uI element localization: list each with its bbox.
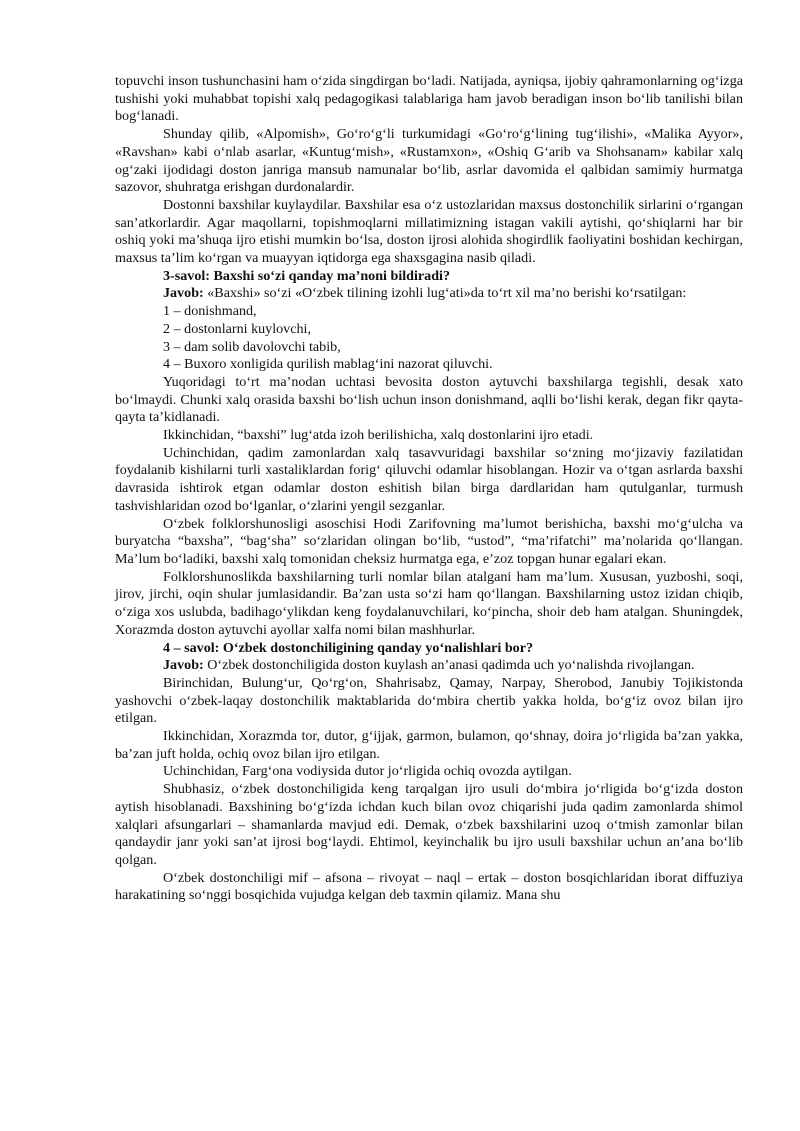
- question-heading: [115, 640, 743, 658]
- paragraph: Shunday qilib, «Alpomish», Go‘ro‘g‘li turkumidagi «Go‘ro‘g‘lining tug‘ilishi», «Malika Ayyor», «Ravshan» kabi o‘nlab asarlar, «Kuntug‘mish», «Rustamxon», «Oshiq G‘arib va Shohsanam» kabilar xalq og‘zaki ijodidagi doston janriga mansub namunalar bo‘lib, asrlar davomida el qalbidan samimiy hurmatga sazovor, shuhratga erishgan durdonalardir.: [115, 126, 743, 196]
- paragraph: Shubhasiz, o‘zbek dostonchiligida keng tarqalgan ijro usuli do‘mbira jo‘rligida bo‘g‘izda doston aytish hisoblanadi. Baxshining bo‘g‘izda ichdan kuch bilan ovoz chiqarishi juda qadim zamonlarda shimol xalqlari afsungarlari – shamanlarda mavjud edi. Demak, o‘zbek baxshilarini uzoq o‘tmish zamonlar bilan qandaydir janr yoki san’at ijrosi bog‘laydi. Ehtimol, keyinchalik bu ijro usuli baxshilar uchun an’ana bo‘lib qolgan.: [115, 781, 743, 868]
- answer-label: Javob:: [163, 285, 204, 302]
- paragraph: Birinchidan, Bulung‘ur, Qo‘rg‘on, Shahrisabz, Qamay, Narpay, Sherobod, Janubiy Tojikistonda yashovchi o‘zbek-laqay dostonchilik maktablarida do‘mbira chertib yakka holda, bo‘g‘iz ovoz bilan ijro etilgan.: [115, 674, 743, 727]
- question-heading: [115, 268, 743, 286]
- paragraph: Ikkinchidan, Xorazmda tor, dutor, g‘ijjak, garmon, bulamon, qo‘shnay, doira jo‘rligida ba’zan yakka, ba’zan juft holda, ochiq ovoz bilan ijro etilgan.: [115, 728, 743, 762]
- paragraph: Yuqoridagi to‘rt ma’nodan uchtasi bevosita doston aytuvchi baxshilarga tegishli, desak xato bo‘lmaydi. Chunki xalq orasida baxshi bo‘lish uchun inson donishmand, aqlli bo‘lishi kerak, degan fikr qayta-qayta ta’kidlanadi.: [115, 373, 743, 426]
- document-page: [115, 73, 743, 905]
- paragraph: Ikkinchidan, “baxshi” lug‘atda izoh berilishicha, xalq dostonlarini ijro etadi.: [163, 427, 594, 444]
- list-item: 2 – dostonlarni kuylovchi,: [163, 320, 311, 337]
- answer-text: O‘zbek dostonchiligida doston kuylash an’anasi qadimda uch yo‘nalishda rivojlangan.: [203, 657, 695, 674]
- answer-text: «Baxshi» so‘zi «O‘zbek tilining izohli lug‘ati»da to‘rt xil ma’no berishi ko‘rsatilgan:: [203, 285, 687, 302]
- paragraph: O‘zbek folklorshunosligi asoschisi Hodi Zarifovning ma’lumot berishicha, baxshi mo‘g‘ulcha va buryatcha “baxsha”, “bag‘sha” so‘zlaridan olingan bo‘lib, “ustod”, “ma’rifatchi” ma’nolarida qo‘llangan. Ma’lum bo‘ladiki, baxshi xalq tomonidan cheksiz hurmatga ega, e’zoz topgan hunar egalari ekan.: [115, 515, 743, 567]
- paragraph: Uchinchidan, Farg‘ona vodiysida dutor jo‘rligida ochiq ovozda aytilgan.: [163, 763, 572, 780]
- answer-label: Javob:: [163, 657, 204, 674]
- question-title: 3-savol: Baxshi so‘zi qanday ma’noni bildiradi?: [163, 267, 451, 284]
- paragraph: topuvchi inson tushunchasini ham o‘zida singdirgan bo‘ladi. Natijada, ayniqsa, ijobiy qahramonlarning og‘izga tushishi yoki muhabbat topishi xalq pedagogikasi talablariga ham javob beradigan inson bo‘lib tanilishi bilan bog‘lanadi.: [115, 73, 743, 125]
- answer-paragraph: [115, 657, 743, 675]
- list-item: 4 – Buxoro xonligida qurilish mablag‘ini nazorat qiluvchi.: [163, 356, 493, 373]
- paragraph: O‘zbek dostonchiligi mif – afsona – rivoyat – naql – ertak – doston bosqichlaridan iborat diffuziya harakatining so‘nggi bosqichida vujudga kelgan deb taxmin qilamiz. Mana shu: [115, 869, 743, 904]
- paragraph: Dostonni baxshilar kuylaydilar. Baxshilar esa o‘z ustozlaridan maxsus dostonchilik sirlarini o‘rgangan san’atkorlardir. Agar maqollarni, topishmoqlarni millatimizning istagan vakili aytishi, qo‘shiqlarni har bir oshiq yoki ma’shuqa ijro etishi mumkin bo‘lsa, doston ijrosi alohida shogirdlik faoliyatini boshidan kechirgan, maxsus ta’lim ko‘rgan va muayyan iqtidorga ega shaxsgagina nasib qiladi.: [115, 196, 743, 267]
- paragraph: Folklorshunoslikda baxshilarning turli nomlar bilan atalgani ham ma’lum. Xususan, yuzboshi, soqi, jirov, jirchi, oqin shular jumlasidandir. Ba’zan usta so‘zi ham qo‘llangan. Baxshilarning ustoz izidan chiqib, o‘ziga xos uslubda, badihago‘ylikdan keng foydalanuvchilari, ko‘pincha, shoir deb ham atalgan. Shuningdek, Xorazmda doston aytuvchi ayollar xalfa nomi bilan mashhurlar.: [115, 568, 743, 638]
- paragraph: Uchinchidan, qadim zamonlardan xalq tasavvuridagi baxshilar so‘zning mo‘jizaviy fazilatidan foydalanib kishilarni turli xastaliklardan forig‘ qiluvchi odamlar hisoblangan. Hozir va o‘tgan asrlarda baxshi davrasida ishtirok etgan odamlar doston eshitish bilan birga dardlaridan ham qutulganlar, turmush tashvishlaridan ozod bo‘lganlar, o‘zlarini yengil sezganlar.: [115, 444, 743, 514]
- list-item: 1 – donishmand,: [163, 303, 257, 320]
- list-item: 3 – dam solib davolovchi tabib,: [163, 338, 341, 355]
- question-title: 4 – savol: O‘zbek dostonchiligining qanday yo‘nalishlari bor?: [163, 639, 534, 656]
- answer-paragraph: [115, 285, 743, 303]
